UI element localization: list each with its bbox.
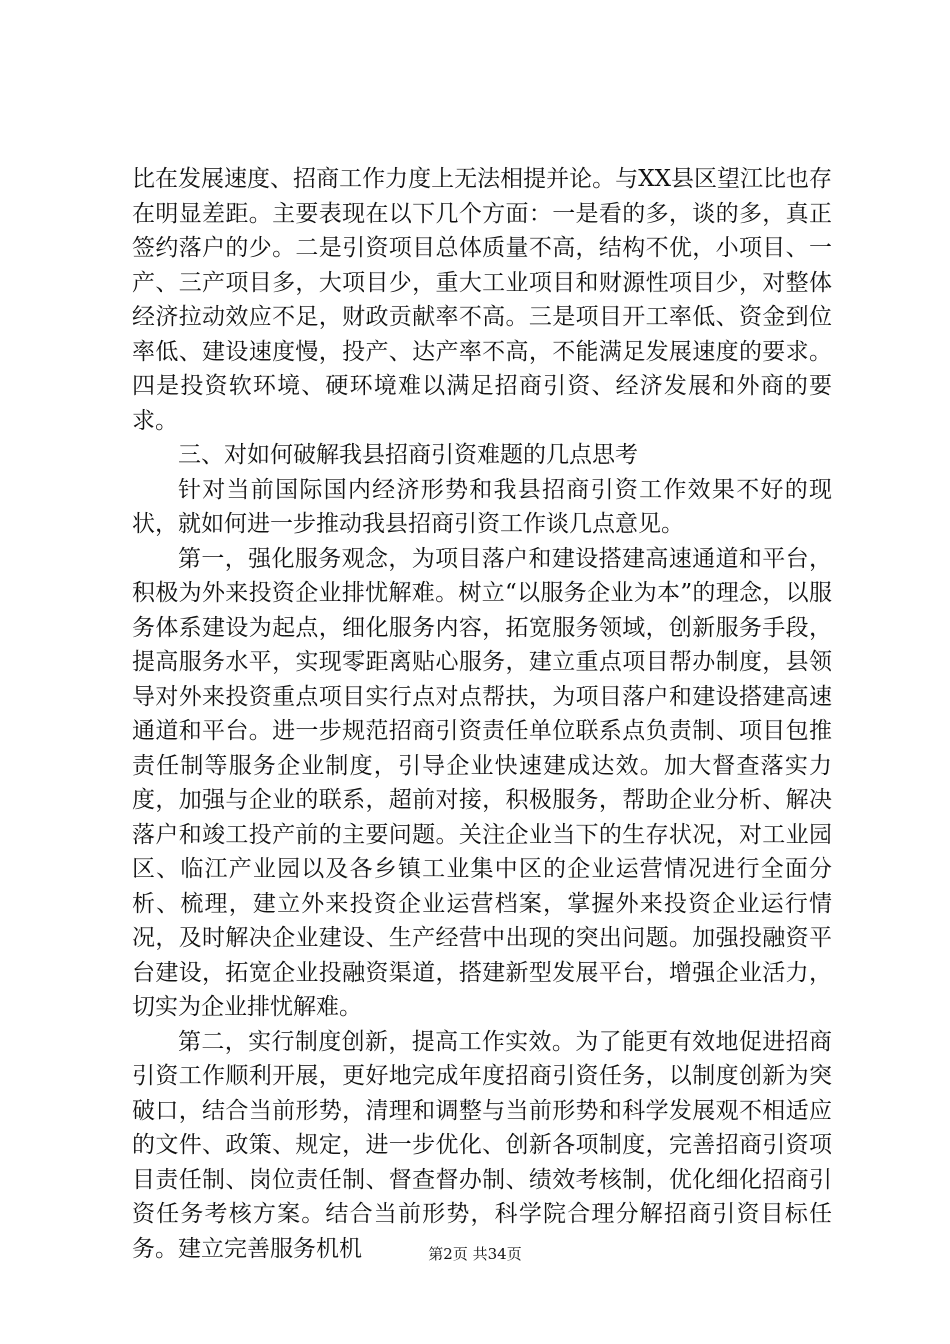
paragraph-first-point: 第一，强化服务观念，为项目落户和建设搭建高速通道和平台，积极为外来投资企业排忧解难。树立“以服务企业为本”的理念，以服务体系建设为起点，细化服务内容，拓宽服务领域，创新服务手段，提高服务水平，实现零距离贴心服务，建立重点项目帮办制度，县领导对外来投资重点项目实行点对点帮扶，为项目落户和建设搭建高速通道和平台。进一步规范招商引资责任单位联系点负责制、项目包推责任制等服务企业制度，引导企业快速建成达效。加大督查落实力度，加强与企业的联系，超前对接，积极服务，帮助企业分析、解决落户和竣工投产前的主要问题。关注企业当下的生存状况，对工业园区、临江产业园以及各乡镇工业集中区的企业运营情况进行全面分析、梳理，建立外来投资企业运营档案，掌握外来投资企业运行情况，及时解决企业建设、生产经营中出现的突出问题。加强投融资平台建设，拓宽企业投融资渠道，搭建新型发展平台，增强企业活力，切实为企业排忧解难。 — [132, 545, 832, 1020]
paragraph-second-point: 第二，实行制度创新，提高工作实效。为了能更有效地促进招商引资工作顺利开展，更好地完成年度招商引资任务，以制度创新为突破口，结合当前形势，清理和调整与当前形势和科学发展观不相适应的文件、政策、规定，进一步优化、创新各项制度，完善招商引资项目责任制、岗位责任制、督查督办制、绩效考核制，优化细化招商引资任务考核方案。结合当前形势，科学院合理分解招商引资目标任务。建立完善服务机机 — [132, 1028, 832, 1262]
section-heading: 三、对如何破解我县招商引资难题的几点思考 — [178, 442, 638, 468]
document-body — [132, 162, 832, 1266]
page-footer: 第2页 共34页 — [428, 1245, 522, 1263]
paragraph-continuation: 比在发展速度、招商工作力度上无法相提并论。与XX县区望江比也存在明显差距。主要表现在以下几个方面：一是看的多，谈的多，真正签约落户的少。二是引资项目总体质量不高，结构不优，小项目、一产、三产项目多，大项目少，重大工业项目和财源性项目少，对整体经济拉动效应不足，财政贡献率不高。三是项目开工率低、资金到位率低、建设速度慢，投产、达产率不高，不能满足发展速度的要求。四是投资软环境、硬环境难以满足招商引资、经济发展和外商的要求。 — [132, 166, 832, 434]
paragraph-intro: 针对当前国际国内经济形势和我县招商引资工作效果不好的现状，就如何进一步推动我县招商引资工作谈几点意见。 — [132, 476, 832, 537]
